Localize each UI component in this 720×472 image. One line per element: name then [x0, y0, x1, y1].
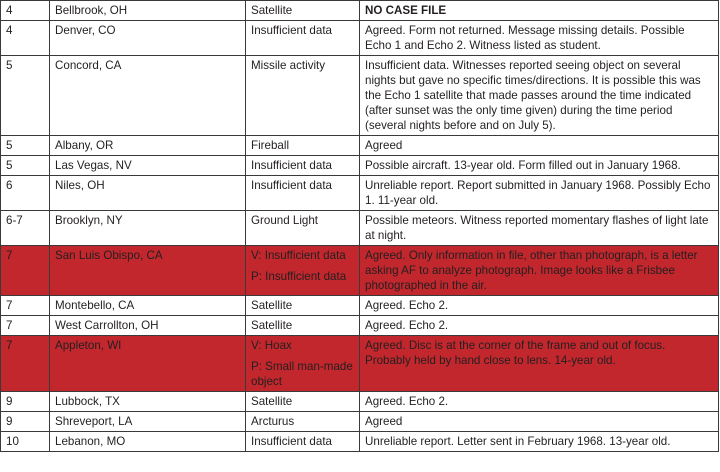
category-line-v: V: Hoax — [251, 339, 292, 352]
location-cell: Brooklyn, NY — [50, 211, 246, 246]
table-row — [1, 316, 719, 336]
category-cell — [246, 246, 360, 296]
category-line: Satellite — [251, 395, 293, 408]
date-cell: 7 — [1, 316, 50, 336]
location-cell: Montebello, CA — [50, 296, 246, 316]
category-line: Satellite — [251, 4, 293, 17]
table-row — [1, 432, 719, 452]
date-cell: 4 — [1, 21, 50, 56]
table-row — [1, 21, 719, 56]
category-cell — [246, 392, 360, 412]
date-cell: 7 — [1, 336, 50, 392]
location-cell: Shreveport, LA — [50, 412, 246, 432]
table-row — [1, 176, 719, 211]
location-cell: Las Vegas, NV — [50, 156, 246, 176]
category-cell — [246, 432, 360, 452]
notes-cell: Unreliable report. Report submitted in January 1968. Possibly Echo 1. 11-year old. — [360, 176, 719, 211]
category-cell — [246, 156, 360, 176]
notes-cell: Agreed. Only information in file, other than photograph, is a letter asking AF to analyze photograph. Image looks like a Frisbee photographed in the air. — [360, 246, 719, 296]
category-cell — [246, 412, 360, 432]
table-row-highlighted — [1, 336, 719, 392]
case-table-body — [1, 1, 719, 452]
table-row — [1, 156, 719, 176]
category-line: Missile activity — [251, 59, 326, 72]
category-cell — [246, 336, 360, 392]
notes-cell: Agreed. Form not returned. Message missing details. Possible Echo 1 and Echo 2. Witness listed as student. — [360, 21, 719, 56]
location-cell: Albany, OR — [50, 136, 246, 156]
category-line: Insufficient data — [251, 24, 332, 37]
category-line: Arcturus — [251, 415, 295, 428]
category-line-v: V: Insufficient data — [251, 249, 346, 262]
location-cell: Denver, CO — [50, 21, 246, 56]
category-cell — [246, 56, 360, 136]
table-row-highlighted — [1, 246, 719, 296]
location-cell: Niles, OH — [50, 176, 246, 211]
category-cell — [246, 296, 360, 316]
location-cell: Bellbrook, OH — [50, 1, 246, 21]
date-cell: 5 — [1, 56, 50, 136]
table-row — [1, 296, 719, 316]
notes-cell: Agreed. Echo 2. — [360, 392, 719, 412]
category-line: Fireball — [251, 139, 290, 152]
category-line: Satellite — [251, 299, 293, 312]
category-cell — [246, 136, 360, 156]
category-line: Insufficient data — [251, 179, 332, 192]
table-row — [1, 211, 719, 246]
category-cell — [246, 176, 360, 211]
notes-cell: Unreliable report. Letter sent in February 1968. 13-year old. — [360, 432, 719, 452]
date-cell: 7 — [1, 296, 50, 316]
table-row — [1, 412, 719, 432]
notes-cell: Agreed. Echo 2. — [360, 316, 719, 336]
date-cell: 6-7 — [1, 211, 50, 246]
notes-cell: Agreed. Disc is at the corner of the frame and out of focus. Probably held by hand close to lens. 14-year old. — [360, 336, 719, 392]
notes-cell: Agreed. Echo 2. — [360, 296, 719, 316]
category-line: Insufficient data — [251, 435, 332, 448]
category-line: Insufficient data — [251, 159, 332, 172]
notes-cell: Agreed — [360, 412, 719, 432]
date-cell: 6 — [1, 176, 50, 211]
category-cell — [246, 211, 360, 246]
table-row — [1, 1, 719, 21]
date-cell: 5 — [1, 156, 50, 176]
location-cell: Lebanon, MO — [50, 432, 246, 452]
category-cell — [246, 21, 360, 56]
date-cell: 4 — [1, 1, 50, 21]
date-cell: 5 — [1, 136, 50, 156]
category-line-p: P: Insufficient data — [251, 270, 347, 283]
table-row — [1, 56, 719, 136]
table-row — [1, 392, 719, 412]
date-cell: 9 — [1, 392, 50, 412]
table-row — [1, 136, 719, 156]
date-cell: 9 — [1, 412, 50, 432]
category-line-p: P: Small man-made object — [251, 360, 353, 388]
location-cell: West Carrollton, OH — [50, 316, 246, 336]
date-cell: 10 — [1, 432, 50, 452]
category-line: Satellite — [251, 319, 293, 332]
notes-cell: Agreed — [360, 136, 719, 156]
category-cell — [246, 316, 360, 336]
date-cell: 7 — [1, 246, 50, 296]
location-cell: Concord, CA — [50, 56, 246, 136]
location-cell: San Luis Obispo, CA — [50, 246, 246, 296]
category-cell — [246, 1, 360, 21]
location-cell: Appleton, WI — [50, 336, 246, 392]
notes-cell: Possible aircraft. 13-year old. Form filled out in January 1968. — [360, 156, 719, 176]
notes-cell: NO CASE FILE — [360, 1, 719, 21]
location-cell: Lubbock, TX — [50, 392, 246, 412]
notes-cell: Insufficient data. Witnesses reported seeing object on several nights but gave no specific times/directions. It is possible this was the Echo 1 satellite that made passes around the time indicated (after sunset was the only time given) during the time period (several nights before and on July 5). — [360, 56, 719, 136]
notes-cell: Possible meteors. Witness reported momentary flashes of light late at night. — [360, 211, 719, 246]
category-line: Ground Light — [251, 214, 319, 227]
